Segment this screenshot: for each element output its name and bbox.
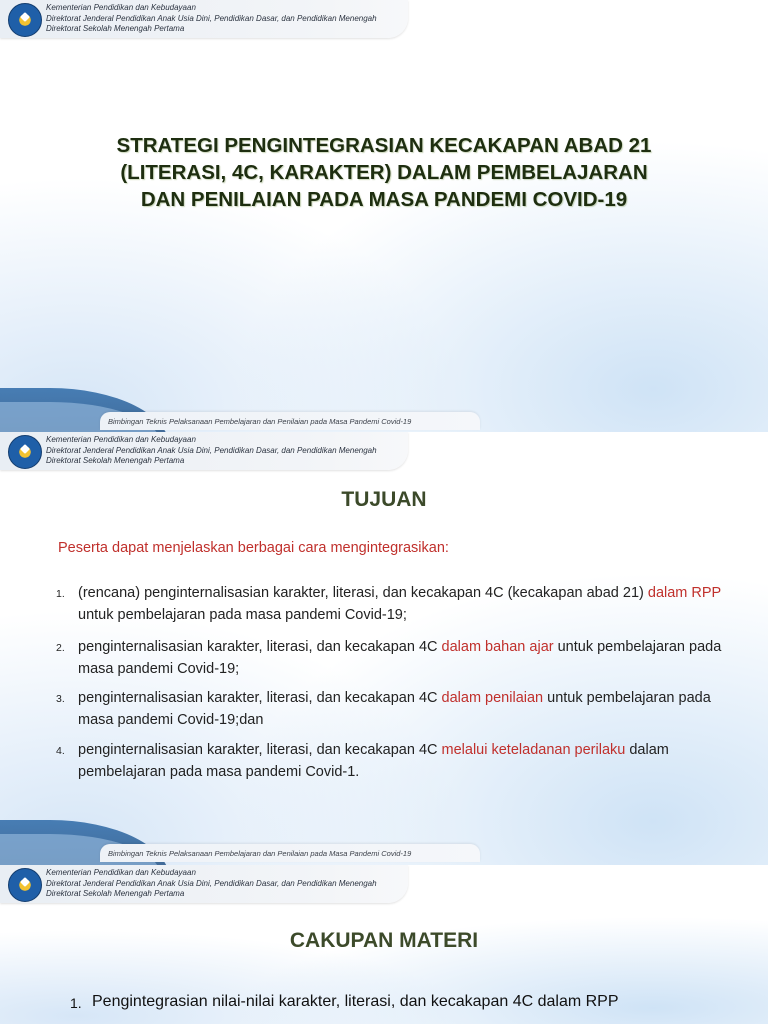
slide-tujuan xyxy=(0,432,768,865)
intro-text: Peserta dapat menjelaskan berbagai cara mengintegrasikan: xyxy=(58,540,449,556)
header-line-ministry: Kementerian Pendidikan dan Kebudayaan xyxy=(46,868,196,877)
header-bar xyxy=(0,432,408,470)
header-line-directorate-general: Direktorat Jenderal Pendidikan Anak Usia Dini, Pendidikan Dasar, dan Pendidikan Menengah xyxy=(46,878,377,888)
list-item: 1. Pengintegrasian nilai-nilai karakter, literasi, dan kecakapan 4C dalam RPP xyxy=(92,991,732,1013)
list-item: 2. penginternalisasian karakter, literasi, dan kecakapan 4C dalam bahan ajar untuk pembelajaran pada masa pandemi Covid-19; xyxy=(56,639,722,677)
list-number: 2. xyxy=(56,642,65,654)
footer-caption: Bimbingan Teknis Pelaksanaan Pembelajaran dan Penilaian pada Masa Pandemi Covid-19 xyxy=(108,849,412,858)
highlight-text: dalam RPP xyxy=(647,585,721,601)
title-line: STRATEGI PENGINTEGRASIAN KECAKAPAN ABAD 21 xyxy=(116,134,652,157)
ministry-logo-icon xyxy=(8,435,42,469)
list-number: 1. xyxy=(70,995,82,1011)
section-heading: CAKUPAN MATERI xyxy=(289,929,479,952)
ministry-logo-icon xyxy=(8,3,42,37)
header-line-directorate-general: Direktorat Jenderal Pendidikan Anak Usia Dini, Pendidikan Dasar, dan Pendidikan Menengah xyxy=(46,13,377,23)
list-item: 4. penginternalisasian karakter, literasi, dan kecakapan 4C melalui keteladanan perilaku dalam pembelajaran pada masa pandemi Covid-1. xyxy=(56,742,669,780)
header-line-directorate: Direktorat Sekolah Menengah Pertama xyxy=(46,24,185,33)
title-line: (LITERASI, 4C, KARAKTER) DALAM PEMBELAJARAN xyxy=(120,161,648,184)
list-number: 3. xyxy=(56,693,65,705)
list-number: 4. xyxy=(56,745,65,757)
ministry-logo-icon xyxy=(8,868,42,902)
footer-caption: Bimbingan Teknis Pelaksanaan Pembelajaran dan Penilaian pada Masa Pandemi Covid-19 xyxy=(108,417,412,426)
header-line-directorate-general: Direktorat Jenderal Pendidikan Anak Usia Dini, Pendidikan Dasar, dan Pendidikan Menengah xyxy=(46,445,377,455)
header-line-directorate: Direktorat Sekolah Menengah Pertama xyxy=(46,456,185,465)
header-line-ministry: Kementerian Pendidikan dan Kebudayaan xyxy=(46,435,196,444)
highlight-text: dalam penilaian xyxy=(441,690,544,706)
list-item: 1. (rencana) penginternalisasian karakter, literasi, dan kecakapan 4C (kecakapan abad 21) dalam RPP untuk pembelajaran pada masa pandemi Covid-19; xyxy=(56,585,721,623)
list-item: 3. penginternalisasian karakter, literasi, dan kecakapan 4C dalam penilaian untuk pembelajaran pada masa pandemi Covid-19;dan xyxy=(56,690,711,728)
list-number: 1. xyxy=(56,588,65,600)
header-text xyxy=(46,868,377,900)
section-heading: TUJUAN xyxy=(341,488,427,511)
title-line: DAN PENILAIAN PADA MASA PANDEMI COVID-19 xyxy=(140,188,628,211)
slide-title-text xyxy=(30,132,738,213)
header-bar xyxy=(0,865,408,903)
slide-title xyxy=(0,0,768,432)
header-line-directorate: Direktorat Sekolah Menengah Pertama xyxy=(46,889,185,898)
header-text xyxy=(46,435,377,467)
slide-cakupan-materi xyxy=(0,865,768,1024)
header-text xyxy=(46,3,377,35)
highlight-text: dalam bahan ajar xyxy=(441,639,554,655)
header-bar xyxy=(0,0,408,38)
highlight-text: melalui keteladanan perilaku xyxy=(441,742,626,758)
header-line-ministry: Kementerian Pendidikan dan Kebudayaan xyxy=(46,3,196,12)
